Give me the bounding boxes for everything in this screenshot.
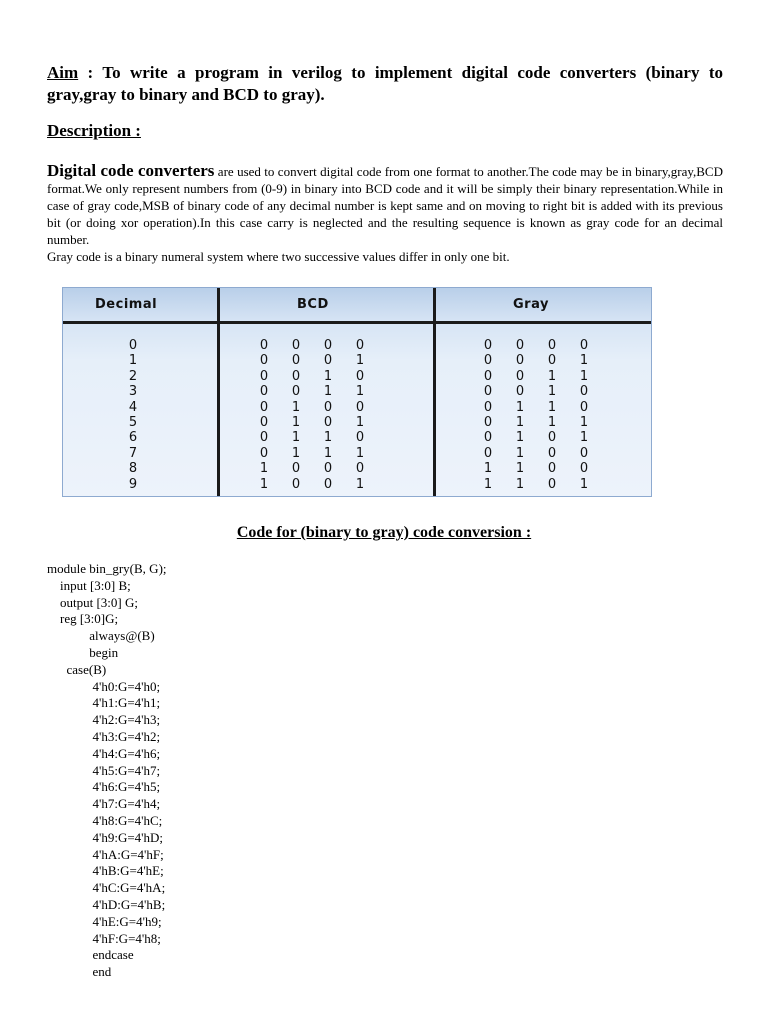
- gray-bit: 0: [579, 338, 589, 353]
- bcd-bit: 0: [291, 353, 301, 369]
- table-header-divider: [63, 321, 651, 324]
- gray-row: [472, 384, 600, 399]
- code-line: 4'hB:G=4'hE;: [47, 863, 164, 879]
- code-line: 4'hF:G=4'h8;: [47, 930, 161, 946]
- gray-bit: 0: [547, 353, 557, 369]
- bcd-bit: 0: [323, 353, 333, 369]
- bcd-bit: 1: [291, 445, 301, 461]
- gray-row: [472, 430, 600, 445]
- bcd-bit: 1: [323, 445, 333, 461]
- decimal-cell: 7: [128, 445, 138, 461]
- aim-label: Aim: [47, 63, 79, 82]
- code-line: 4'h8:G=4'hC;: [47, 812, 163, 828]
- gray-bit: 1: [579, 476, 589, 492]
- gray-bit: 0: [483, 414, 493, 430]
- bcd-bit: 1: [355, 353, 365, 369]
- gray-bit: 0: [579, 399, 589, 415]
- decimal-cell: 4: [128, 399, 138, 415]
- code-line: 4'h9:G=4'hD;: [47, 829, 164, 845]
- bcd-row: [248, 477, 376, 492]
- bcd-row: [248, 369, 376, 384]
- gray-bit: 0: [547, 476, 557, 492]
- code-conversion-table: [62, 287, 652, 497]
- code-line: 4'h4:G=4'h6;: [47, 745, 161, 761]
- bcd-column: [248, 338, 376, 492]
- description-heading: Description :: [47, 121, 141, 140]
- bcd-bit: 0: [355, 461, 365, 477]
- decimal-cell: 9: [128, 476, 138, 492]
- gray-bit: 0: [547, 430, 557, 446]
- bcd-bit: 0: [291, 461, 301, 477]
- code-line: 4'h2:G=4'h3;: [47, 712, 161, 728]
- code-line: end: [47, 964, 112, 980]
- bcd-row: [248, 353, 376, 368]
- code-line: 4'h0:G=4'h0;: [47, 678, 161, 694]
- gray-bit: 1: [579, 414, 589, 430]
- bcd-bit: 0: [259, 399, 269, 415]
- bcd-bit: 0: [355, 368, 365, 384]
- code-heading: Code for (binary to gray) code conversion :: [236, 524, 532, 541]
- gray-bit: 1: [579, 430, 589, 446]
- code-line: output [3:0] G;: [47, 594, 138, 610]
- aim-paragraph: [47, 62, 723, 106]
- header-gray: Gray: [513, 297, 549, 312]
- bcd-bit: 1: [355, 476, 365, 492]
- code-line: 4'hA:G=4'hF;: [47, 846, 164, 862]
- header-bcd: BCD: [297, 297, 329, 312]
- bcd-bit: 0: [259, 353, 269, 369]
- code-line: module bin_gry(B, G);: [47, 561, 167, 576]
- decimal-cell: 3: [128, 384, 138, 400]
- gray-row: [472, 400, 600, 415]
- bcd-bit: 1: [355, 384, 365, 400]
- bcd-bit: 0: [323, 461, 333, 477]
- bcd-row: [248, 415, 376, 430]
- code-line: 4'h1:G=4'h1;: [47, 695, 161, 711]
- bcd-row: [248, 338, 376, 353]
- gray-row: [472, 477, 600, 492]
- gray-bit: 1: [483, 461, 493, 477]
- decimal-column: [125, 338, 141, 492]
- decimal-cell: 2: [128, 368, 138, 384]
- bcd-bit: 1: [291, 414, 301, 430]
- bcd-bit: 0: [323, 476, 333, 492]
- bcd-bit: 0: [291, 384, 301, 400]
- code-line: 4'h7:G=4'h4;: [47, 796, 161, 812]
- bcd-bit: 1: [323, 384, 333, 400]
- gray-bit: 1: [515, 430, 525, 446]
- gray-bit: 0: [579, 384, 589, 400]
- description-lead: Digital code converters: [47, 161, 215, 180]
- gray-bit: 0: [547, 461, 557, 477]
- gray-bit: 0: [515, 338, 525, 353]
- gray-bit: 0: [483, 353, 493, 369]
- code-line: reg [3:0]G;: [47, 611, 119, 627]
- code-line: endcase: [47, 947, 134, 963]
- gray-bit: 1: [579, 353, 589, 369]
- gray-bit: 0: [483, 399, 493, 415]
- decimal-cell: 0: [128, 338, 138, 353]
- bcd-bit: 0: [355, 399, 365, 415]
- gray-row: [472, 353, 600, 368]
- code-line: always@(B): [47, 628, 155, 644]
- bcd-bit: 0: [323, 399, 333, 415]
- bcd-bit: 0: [259, 445, 269, 461]
- bcd-bit: 0: [291, 338, 301, 353]
- gray-row: [472, 461, 600, 476]
- bcd-bit: 1: [291, 430, 301, 446]
- code-line: 4'h3:G=4'h2;: [47, 728, 161, 744]
- gray-bit: 1: [579, 368, 589, 384]
- bcd-bit: 0: [259, 338, 269, 353]
- bcd-bit: 0: [259, 368, 269, 384]
- gray-bit: 0: [547, 445, 557, 461]
- gray-bit: 1: [483, 476, 493, 492]
- bcd-row: [248, 461, 376, 476]
- bcd-bit: 1: [291, 399, 301, 415]
- verilog-code-block: [47, 561, 167, 981]
- bcd-bit: 0: [291, 368, 301, 384]
- bcd-bit: 0: [355, 430, 365, 446]
- gray-bit: 0: [483, 445, 493, 461]
- gray-row: [472, 338, 600, 353]
- gray-bit: 0: [579, 445, 589, 461]
- code-line: 4'h6:G=4'h5;: [47, 779, 161, 795]
- gray-bit: 1: [547, 399, 557, 415]
- decimal-cell: 8: [128, 461, 138, 477]
- gray-bit: 0: [547, 338, 557, 353]
- bcd-bit: 1: [259, 476, 269, 492]
- gray-row: [472, 415, 600, 430]
- bcd-bit: 0: [259, 430, 269, 446]
- bcd-bit: 0: [323, 414, 333, 430]
- gray-bit: 1: [547, 414, 557, 430]
- gray-bit: 1: [515, 445, 525, 461]
- gray-bit: 0: [515, 368, 525, 384]
- bcd-row: [248, 400, 376, 415]
- description-body: are used to convert digital code from one format to another.The code may be in binary,gray,BCD format.We only represent numbers from (0-9) in binary into BCD code and it will be simply their binary representation.While in case of gray code,MSB of binary code of any decimal number is kept same and on moving to right bit is added with its previous bit (or doing xor operation).In this case carry is neglected and the resulting sequence is known as gray code for an decimal number.: [47, 164, 723, 247]
- code-line: 4'hC:G=4'hA;: [47, 880, 166, 896]
- gray-bit: 0: [579, 461, 589, 477]
- gray-bit: 1: [515, 476, 525, 492]
- bcd-bit: 1: [259, 461, 269, 477]
- gray-bit: 0: [483, 430, 493, 446]
- gray-bit: 0: [483, 368, 493, 384]
- gray-bit: 1: [515, 461, 525, 477]
- decimal-cell: 1: [128, 353, 138, 369]
- gray-bit: 1: [515, 414, 525, 430]
- decimal-cell: 5: [128, 414, 138, 430]
- aim-separator: :: [78, 63, 103, 82]
- code-line: 4'h5:G=4'h7;: [47, 762, 161, 778]
- bcd-bit: 1: [323, 368, 333, 384]
- description-paragraph: [47, 162, 723, 265]
- bcd-bit: 0: [323, 338, 333, 353]
- bcd-bit: 0: [355, 338, 365, 353]
- bcd-row: [248, 384, 376, 399]
- code-line: case(B): [47, 661, 107, 677]
- gray-row: [472, 446, 600, 461]
- header-decimal: Decimal: [95, 297, 158, 312]
- code-line: 4'hD:G=4'hB;: [47, 896, 166, 912]
- bcd-bit: 0: [259, 384, 269, 400]
- code-line: 4'hE:G=4'h9;: [47, 913, 162, 929]
- aim-text: To write a program in verilog to implement digital code converters (binary to gray,gray to binary and BCD to gray).: [47, 63, 723, 104]
- gray-bit: 1: [547, 368, 557, 384]
- gray-bit: 0: [483, 338, 493, 353]
- gray-bit: 0: [515, 384, 525, 400]
- bcd-row: [248, 446, 376, 461]
- gray-row: [472, 369, 600, 384]
- bcd-bit: 1: [355, 445, 365, 461]
- gray-bit: 1: [515, 399, 525, 415]
- bcd-bit: 1: [355, 414, 365, 430]
- gray-bit: 1: [547, 384, 557, 400]
- table-column-divider: [217, 288, 220, 496]
- gray-code-definition: Gray code is a binary numeral system where two successive values differ in only one bit.: [47, 249, 510, 264]
- bcd-bit: 1: [323, 430, 333, 446]
- table-column-divider: [433, 288, 436, 496]
- bcd-bit: 0: [291, 476, 301, 492]
- code-line: begin: [47, 644, 119, 660]
- bcd-row: [248, 430, 376, 445]
- gray-bit: 0: [515, 353, 525, 369]
- gray-bit: 0: [483, 384, 493, 400]
- code-line: input [3:0] B;: [47, 577, 131, 593]
- decimal-cell: 6: [128, 430, 138, 446]
- gray-column: [472, 338, 600, 492]
- bcd-bit: 0: [259, 414, 269, 430]
